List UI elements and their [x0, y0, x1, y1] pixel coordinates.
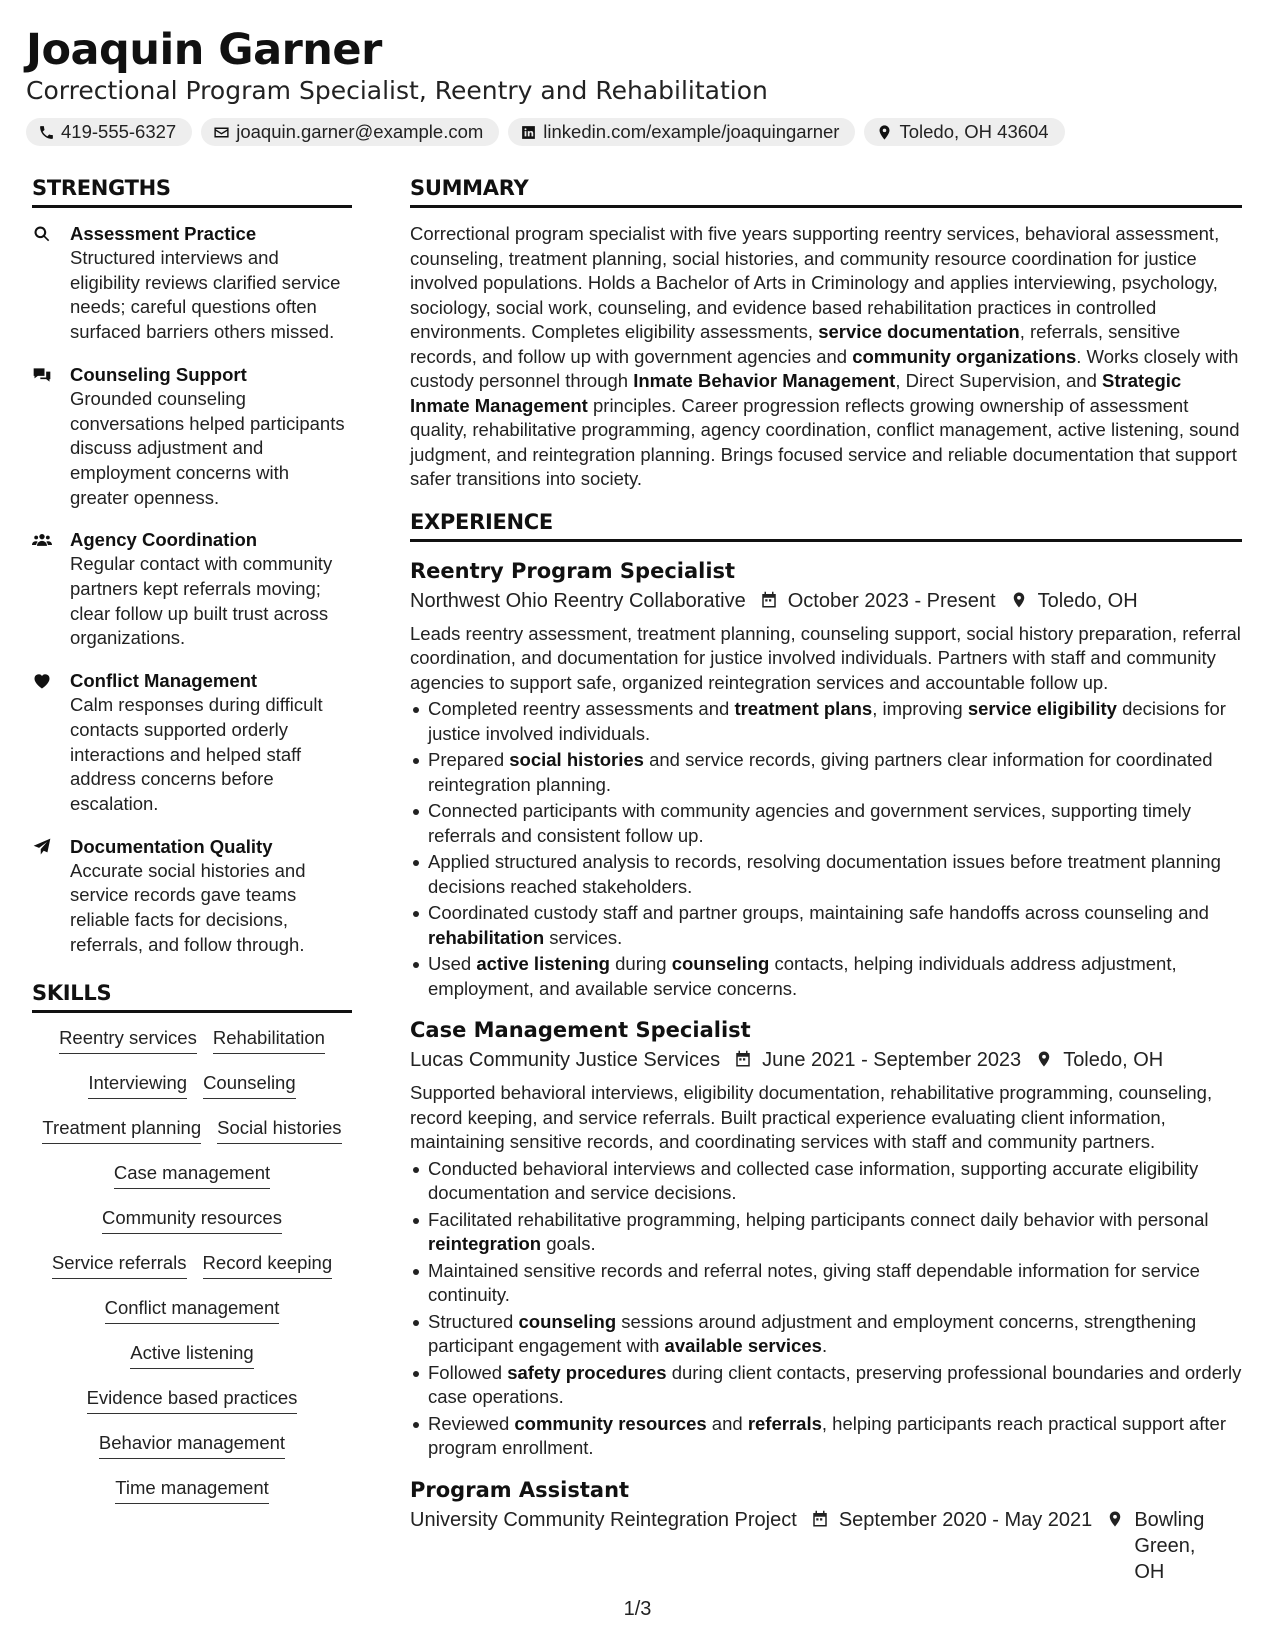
candidate-title: Correctional Program Specialist, Reentry and Rehabilitation: [26, 76, 768, 105]
list-item: Followed safety procedures during client contacts, preserving professional boundaries and orderly case operations.: [410, 1361, 1242, 1410]
location-pin-icon: [876, 124, 893, 141]
job-title: Case Management Specialist: [410, 1018, 751, 1042]
job-dates: September 2020 - May 2021: [838, 1508, 1093, 1531]
skill-tag: Rehabilitation: [213, 1027, 325, 1054]
candidate-name: Joaquin Garner: [26, 25, 382, 75]
strength-title: Counseling Support: [70, 363, 247, 385]
resume-header: [26, 24, 1246, 146]
list-item: Facilitated rehabilitative programming, helping participants connect daily behavior with personal reintegration goals.: [410, 1208, 1242, 1257]
skill-tag: Counseling: [203, 1072, 296, 1099]
strength-desc: Grounded counseling conversations helped participants discuss adjustment and employment concerns with greater openness.: [70, 387, 345, 508]
strength-desc: Regular contact with community partners kept referrals moving; clear follow up built trust across organizations.: [70, 553, 333, 649]
skill-tag: Service referrals: [52, 1252, 187, 1279]
job-entry: [410, 556, 1242, 1002]
envelope-icon: [213, 124, 230, 141]
chat-bubbles-icon: [32, 365, 52, 385]
skill-tag: Community resources: [102, 1207, 282, 1234]
job-title: Reentry Program Specialist: [410, 558, 736, 583]
contact-email-text: joaquin.garner@example.com: [236, 121, 484, 142]
skill-tag: Behavior management: [99, 1432, 285, 1459]
phone-icon: [38, 124, 55, 141]
job-location: Toledo, OH: [1037, 589, 1138, 612]
job-description: Leads reentry assessment, treatment planning, counseling support, social history preparation, referral coordination, and documentation for justice involved individuals. Partners with staff and community agencies to support safe, organized reintegration services and accountable follow up.: [410, 622, 1241, 693]
calendar-icon: [734, 1050, 752, 1068]
skill-tag: Time management: [115, 1477, 269, 1504]
job-meta: [410, 1507, 1242, 1585]
list-item: Reviewed community resources and referrals, helping participants reach practical support after program enrollment.: [410, 1412, 1242, 1461]
job-org: Northwest Ohio Reentry Collaborative: [410, 589, 746, 612]
list-item: Connected participants with community agencies and government services, supporting timely referrals and consistent follow up.: [410, 799, 1242, 848]
summary-heading: SUMMARY: [410, 176, 1242, 208]
contact-email[interactable]: [201, 118, 499, 146]
list-item: Structured counseling sessions around adjustment and employment concerns, strengthening participant engagement with available services.: [410, 1310, 1242, 1359]
strength-desc: Calm responses during difficult contacts supported orderly interactions and helped staff address concerns before escalation.: [70, 694, 323, 814]
skill-tag: Reentry services: [59, 1027, 197, 1054]
strength-title: Assessment Practice: [70, 223, 257, 244]
contact-bar: [26, 118, 1246, 146]
contact-linkedin[interactable]: [508, 118, 855, 146]
contact-phone-text: 419-555-6327: [61, 121, 177, 142]
job-location: Bowling Green, OH: [1134, 1508, 1205, 1583]
job-title: Program Assistant: [410, 1477, 630, 1502]
skill-tag: Case management: [114, 1162, 270, 1189]
location-pin-icon: [1035, 1050, 1053, 1068]
skills-list: [32, 1027, 352, 1504]
page-number: 1/3: [623, 1598, 652, 1620]
skill-tag: Evidence based practices: [87, 1387, 298, 1414]
job-entry: [410, 1015, 1242, 1461]
skill-tag: Treatment planning: [42, 1117, 201, 1144]
right-column: [410, 176, 1242, 1599]
list-item: Used active listening during counseling contacts, helping individuals address adjustment, employment, and available service concerns.: [410, 952, 1242, 1001]
summary-text: Correctional program specialist with five years supporting reentry services, behavioral assessment, counseling, treatment planning, social histories, and community resource coordination for justice involved populations. Holds a Bachelor of Arts in Criminology and applies interviewing, psychology, sociology, social work, counseling, and evidence based rehabilitation practices in controlled environments. Completes eligibility assessments, service documentation, referrals, sensitive records, and follow up with government agencies and community organizations. Works closely with custody personnel through Inmate Behavior Management, Direct Supervision, and Strategic Inmate Management principles. Career progression reflects growing ownership of assessment quality, rehabilitative programming, agency coordination, conflict management, active listening, sound judgment, and reintegration planning. Brings focused service and reliable documentation that support safer transitions into society.: [410, 223, 1240, 489]
job-org: University Community Reintegration Project: [410, 1508, 797, 1531]
strength-item: [32, 363, 352, 511]
list-item: Conducted behavioral interviews and collected case information, supporting accurate eligibility documentation and service decisions.: [410, 1157, 1242, 1206]
skill-tag: Social histories: [217, 1117, 341, 1144]
job-dates: June 2021 - September 2023: [762, 1049, 1022, 1071]
linkedin-icon: [520, 124, 537, 141]
calendar-icon: [760, 591, 778, 609]
location-pin-icon: [1010, 591, 1028, 609]
list-item: Completed reentry assessments and treatment plans, improving service eligibility decisions for justice involved individuals.: [410, 697, 1242, 746]
list-item: Coordinated custody staff and partner groups, maintaining safe handoffs across counseling and rehabilitation services.: [410, 901, 1242, 950]
left-column: [32, 176, 352, 1504]
experience-heading: EXPERIENCE: [410, 510, 1242, 542]
calendar-icon: [811, 1510, 829, 1528]
heart-icon: [32, 671, 52, 691]
job-dates: October 2023 - Present: [787, 589, 996, 612]
strength-item: [32, 528, 352, 651]
job-location: Toledo, OH: [1063, 1049, 1164, 1071]
strengths-heading: STRENGTHS: [32, 176, 352, 208]
strength-item: [32, 669, 352, 817]
list-item: Applied structured analysis to records, resolving documentation issues before treatment planning decisions reached stakeholders.: [410, 850, 1242, 899]
strength-title: Documentation Quality: [70, 835, 273, 857]
job-bullets: [410, 1157, 1242, 1461]
contact-phone[interactable]: [26, 118, 192, 146]
search-icon: [32, 224, 52, 244]
job-meta: [410, 1047, 1242, 1073]
strength-desc: Structured interviews and eligibility reviews clarified service needs; careful questions often surfaced barriers others missed.: [70, 247, 341, 343]
contact-linkedin-text: linkedin.com/example/joaquingarner: [543, 121, 840, 142]
job-bullets: [410, 697, 1242, 1001]
location-pin-icon: [1106, 1510, 1124, 1528]
skill-tag: Record keeping: [203, 1252, 333, 1279]
skill-tag: Interviewing: [88, 1072, 187, 1099]
job-org: Lucas Community Justice Services: [410, 1049, 721, 1071]
job-entry: [410, 1475, 1242, 1585]
strength-item: [32, 835, 352, 958]
job-description: Supported behavioral interviews, eligibility documentation, rehabilitative programming, counseling, record keeping, and service referrals. Built practical experience evaluating client information, maintaining sensitive records, and coordinating services with staff and community partners.: [410, 1082, 1213, 1152]
users-icon: [32, 530, 52, 550]
contact-location-text: Toledo, OH 43604: [899, 121, 1049, 142]
list-item: Prepared social histories and service records, giving partners clear information for coordinated reintegration planning.: [410, 748, 1242, 797]
strength-item: [32, 222, 352, 345]
skill-tag: Conflict management: [105, 1297, 280, 1324]
skills-heading: SKILLS: [32, 981, 352, 1013]
strength-desc: Accurate social histories and service records gave teams reliable facts for decisions, referrals, and follow through.: [70, 859, 306, 955]
job-meta: [410, 588, 1242, 614]
paper-plane-icon: [32, 837, 52, 857]
strength-title: Conflict Management: [70, 670, 258, 692]
skill-tag: Active listening: [130, 1342, 253, 1369]
strength-title: Agency Coordination: [70, 529, 258, 551]
contact-location: [864, 118, 1064, 146]
list-item: Maintained sensitive records and referral notes, giving staff dependable information for service continuity.: [410, 1259, 1242, 1308]
